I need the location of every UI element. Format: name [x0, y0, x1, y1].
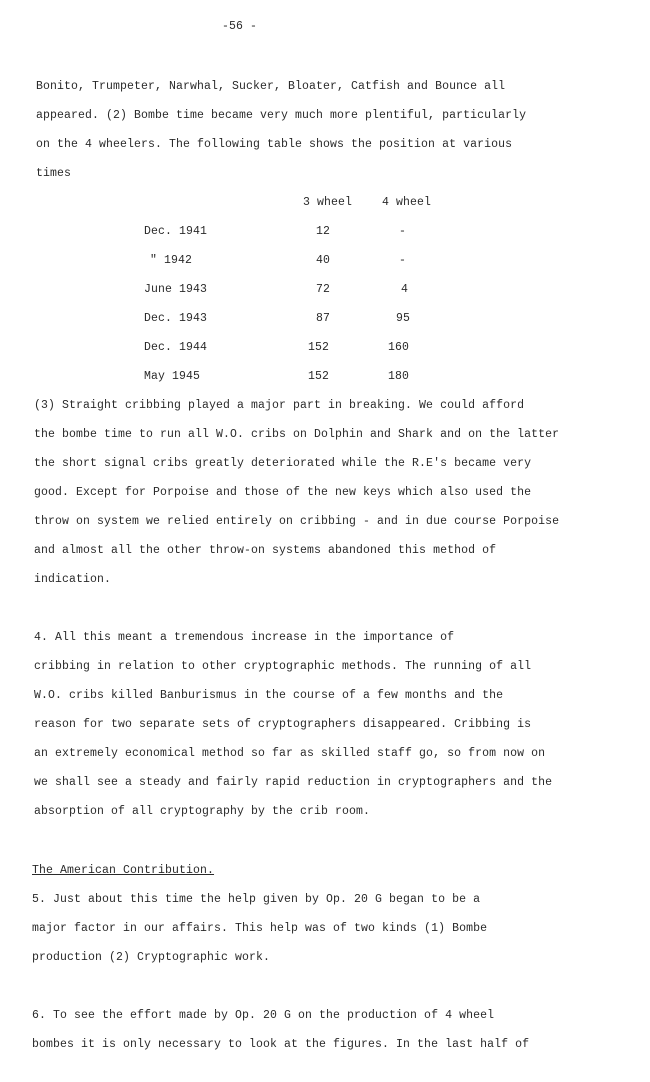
table-cell: 152 [308, 370, 330, 383]
paragraph-line: good. Except for Porpoise and those of the new keys which also used the [34, 486, 532, 499]
table-date: Dec. 1943 [144, 312, 208, 325]
table-cell: 160 [388, 341, 410, 354]
paragraph-line: 6. To see the effort made by Op. 20 G on the production of 4 wheel [32, 1009, 495, 1022]
table-cell: 4 [401, 283, 409, 296]
paragraph-line: the bombe time to run all W.O. cribs on Dolphin and Shark and on the latter [34, 428, 560, 441]
table-cell: - [399, 225, 407, 238]
paragraph-line: major factor in our affairs. This help was of two kinds (1) Bombe [32, 922, 488, 935]
paragraph-line: times [36, 167, 72, 180]
paragraph-line: cribbing in relation to other cryptographic methods. The running of all [34, 660, 532, 673]
section-heading: The American Contribution. [32, 864, 215, 877]
table-cell: 95 [396, 312, 411, 325]
page-number: -56 - [222, 20, 258, 33]
paragraph-line: the short signal cribs greatly deteriorated while the R.E's became very [34, 457, 532, 470]
table-cell: - [399, 254, 407, 267]
table-header: 3 wheel [303, 196, 353, 209]
table-date: Dec. 1941 [144, 225, 208, 238]
paragraph-line: we shall see a steady and fairly rapid reduction in cryptographers and the [34, 776, 553, 789]
paragraph-line: bombes it is only necessary to look at the figures. In the last half of [32, 1038, 530, 1051]
paragraph-line: (3) Straight cribbing played a major part in breaking. We could afford [34, 399, 525, 412]
paragraph-line: 4. All this meant a tremendous increase in the importance of [34, 631, 455, 644]
table-cell: 12 [316, 225, 331, 238]
paragraph-line: production (2) Cryptographic work. [32, 951, 271, 964]
paragraph-line: 5. Just about this time the help given by Op. 20 G began to be a [32, 893, 481, 906]
paragraph-line: and almost all the other throw-on systems abandoned this method of [34, 544, 497, 557]
paragraph-line: on the 4 wheelers. The following table shows the position at various [36, 138, 513, 151]
table-cell: 180 [388, 370, 410, 383]
paragraph-line: reason for two separate sets of cryptographers disappeared. Cribbing is [34, 718, 532, 731]
table-cell: 87 [316, 312, 331, 325]
paragraph-line: an extremely economical method so far as skilled staff go, so from now on [34, 747, 546, 760]
table-date: May 1945 [144, 370, 201, 383]
table-date: " 1942 [150, 254, 193, 267]
paragraph-line: indication. [34, 573, 112, 586]
table-date: June 1943 [144, 283, 208, 296]
table-cell: 40 [316, 254, 331, 267]
paragraph-line: Bonito, Trumpeter, Narwhal, Sucker, Bloater, Catfish and Bounce all [36, 80, 506, 93]
paragraph-line: W.O. cribs killed Banburismus in the course of a few months and the [34, 689, 504, 702]
paragraph-line: appeared. (2) Bombe time became very much more plentiful, particularly [36, 109, 527, 122]
table-date: Dec. 1944 [144, 341, 208, 354]
table-cell: 152 [308, 341, 330, 354]
paragraph-line: throw on system we relied entirely on cribbing - and in due course Porpoise [34, 515, 560, 528]
table-cell: 72 [316, 283, 331, 296]
table-header: 4 wheel [382, 196, 432, 209]
paragraph-line: absorption of all cryptography by the crib room. [34, 805, 371, 818]
